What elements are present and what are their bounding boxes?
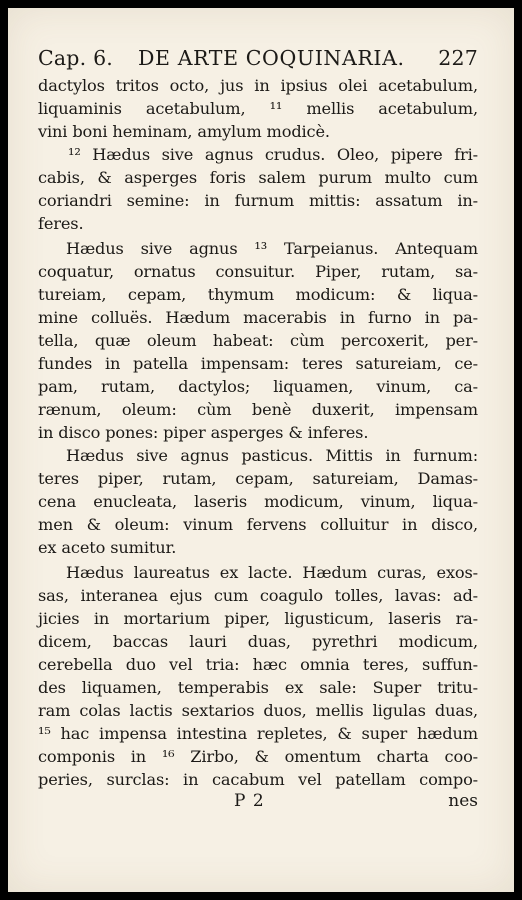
text-line: vini boni heminam, amylum modicè. <box>38 122 330 141</box>
text-line: dactylos tritos octo, jus in ipsius olei acetabulum, <box>38 76 478 95</box>
text-line: in disco pones: piper asperges & inferes. <box>38 423 369 442</box>
text-line: tureiam, cepam, thymum modicum: & liqua- <box>38 285 478 304</box>
recipe-heading-line: Hædus sive agnus ¹³ Tarpeianus. Antequam <box>66 239 478 258</box>
text-line: sas, interanea ejus cum coagulo tolles, lavas: ad- <box>38 586 478 605</box>
text-line: cerebella duo vel tria: hæc omnia teres, suffun- <box>38 655 478 674</box>
text-line: jicies in mortarium piper, ligusticum, laseris ra- <box>38 609 478 628</box>
text-line: dicem, baccas lauri duas, pyrethri modicum, <box>38 632 478 651</box>
text-line: liquaminis acetabulum, ¹¹ mellis acetabulum, <box>38 99 478 118</box>
text-line: teres piper, rutam, cepam, satureiam, Damas- <box>38 469 478 488</box>
text-line: cabis, & asperges foris salem purum multo cum <box>38 168 478 187</box>
text-line: rænum, oleum: cùm benè duxerit, impensam <box>38 400 478 419</box>
running-header <box>38 44 478 72</box>
text-line: tella, quæ oleum habeat: cùm percoxerit, per- <box>38 331 478 350</box>
text-line: feres. <box>38 214 84 233</box>
book-page <box>8 8 514 892</box>
page-body <box>38 74 478 791</box>
recipe-heading-line: Hædus laureatus ex lacte. Hædum curas, exos- <box>66 563 478 582</box>
text-line: coriandri semine: in furnum mittis: assatum in- <box>38 191 478 210</box>
text-line: fundes in patella impensam: teres satureiam, ce- <box>38 354 478 373</box>
signature-mark: P 2 <box>234 791 265 811</box>
page-number: 227 <box>438 46 478 70</box>
text-line: pam, rutam, dactylos; liquamen, vinum, ca- <box>38 377 478 396</box>
text-line: peries, surclas: in cacabum vel patellam compo- <box>38 770 478 789</box>
book-title: DE ARTE COQUINARIA. <box>138 46 405 70</box>
text-line: ¹⁵ hac impensa intestina repletes, & super hædum <box>38 724 478 743</box>
text-line: mine colluës. Hædum macerabis in furno in pa- <box>38 308 478 327</box>
text-line: cena enucleata, laseris modicum, vinum, liqua- <box>38 492 478 511</box>
page-footer <box>38 788 478 814</box>
recipe-heading-line: Hædus sive agnus pasticus. Mittis in furnum: <box>66 446 478 465</box>
text-line: ram colas lactis sextarios duos, mellis ligulas duas, <box>38 701 478 720</box>
catchword: nes <box>448 791 478 811</box>
recipe-heading-line: ¹² Hædus sive agnus crudus. Oleo, pipere fri- <box>68 145 478 164</box>
text-line: componis in ¹⁶ Zirbo, & omentum charta coo- <box>38 747 478 766</box>
text-line: coquatur, ornatus consuitur. Piper, rutam, sa- <box>38 262 478 281</box>
text-line: ex aceto sumitur. <box>38 538 177 557</box>
text-line: des liquamen, temperabis ex sale: Super tritu- <box>38 678 478 697</box>
chapter-label: Cap. 6. <box>38 46 114 70</box>
text-line: men & oleum: vinum fervens colluitur in disco, <box>38 515 478 534</box>
